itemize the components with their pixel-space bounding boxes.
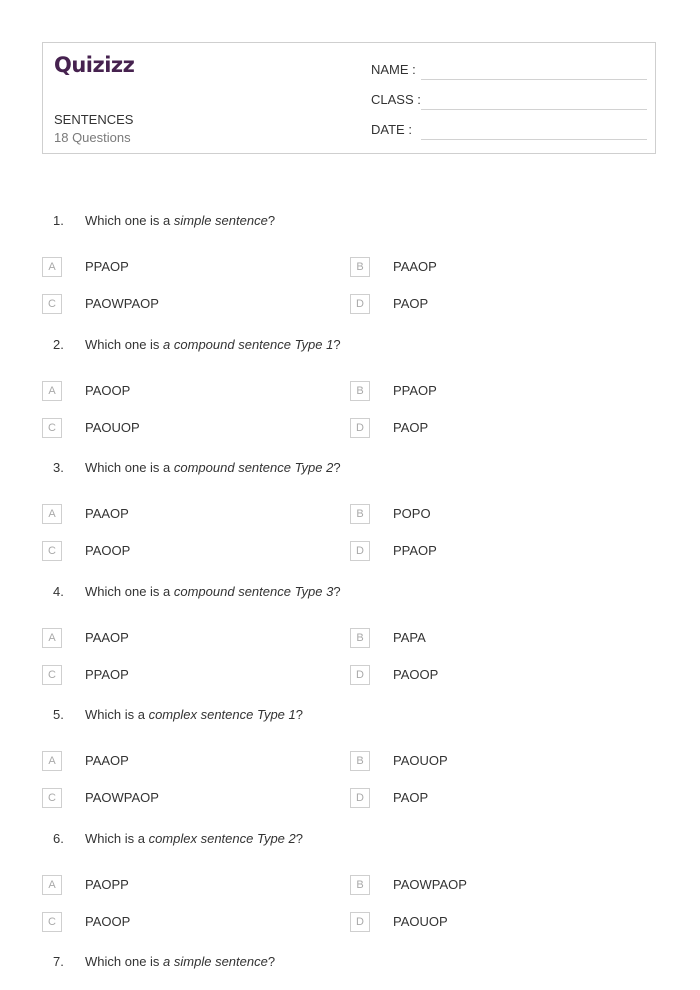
- option-text: PAOP: [393, 790, 429, 805]
- option-text: PAOP: [393, 296, 429, 311]
- option-text: POPO: [393, 506, 431, 521]
- date-line[interactable]: [421, 139, 647, 140]
- question-number: 7.: [53, 954, 64, 969]
- question-suffix: ?: [295, 707, 303, 722]
- class-label: CLASS :: [371, 92, 421, 107]
- question-emphasis: compound sentence Type 2: [173, 460, 334, 475]
- option-letter-box[interactable]: A: [42, 504, 62, 524]
- question-prefix: Which one is a: [85, 584, 174, 599]
- question-suffix: ?: [295, 831, 303, 846]
- option-text: PAAOP: [85, 753, 129, 768]
- option-letter-box[interactable]: A: [42, 875, 62, 895]
- option-letter-box[interactable]: D: [350, 294, 370, 314]
- question-suffix: ?: [333, 584, 341, 599]
- question-number: 3.: [53, 460, 64, 475]
- question-prefix: Which is a: [85, 707, 149, 722]
- question-text: [85, 954, 275, 969]
- option-letter-box[interactable]: D: [350, 788, 370, 808]
- option-letter-box[interactable]: A: [42, 257, 62, 277]
- option-letter-box[interactable]: D: [350, 912, 370, 932]
- option-text: PAAOP: [85, 630, 129, 645]
- option-letter-box[interactable]: B: [350, 875, 370, 895]
- option-letter-box[interactable]: C: [42, 418, 62, 438]
- question-2: [0, 337, 700, 357]
- quizizz-logo: Quizizz: [54, 53, 135, 77]
- option-text: PAOOP: [85, 914, 131, 929]
- option-letter-box[interactable]: C: [42, 541, 62, 561]
- question-emphasis: compound sentence Type 3: [173, 584, 334, 599]
- option-text: PAOOP: [393, 667, 439, 682]
- option-text: PPAOP: [85, 667, 129, 682]
- question-3: [0, 460, 700, 480]
- question-suffix: ?: [333, 337, 341, 352]
- option-text: PAOPP: [85, 877, 129, 892]
- question-number: 4.: [53, 584, 64, 599]
- question-prefix: Which one is a: [85, 213, 174, 228]
- worksheet-header: [42, 42, 656, 154]
- name-label: NAME :: [371, 62, 416, 77]
- question-number: 5.: [53, 707, 64, 722]
- option-text: PAOUOP: [85, 420, 140, 435]
- date-field[interactable]: [371, 120, 647, 140]
- question-1: [0, 213, 700, 233]
- option-text: PAOUOP: [393, 753, 448, 768]
- worksheet-title: SENTENCES: [54, 112, 134, 127]
- question-emphasis: a compound sentence Type 1: [163, 337, 334, 352]
- option-text: PPAOP: [393, 543, 437, 558]
- option-letter-box[interactable]: C: [42, 294, 62, 314]
- option-letter-box[interactable]: D: [350, 665, 370, 685]
- question-emphasis: complex sentence Type 2: [148, 831, 296, 846]
- option-letter-box[interactable]: B: [350, 751, 370, 771]
- question-4: [0, 584, 700, 604]
- name-field[interactable]: [371, 60, 647, 80]
- option-letter-box[interactable]: A: [42, 628, 62, 648]
- option-letter-box[interactable]: D: [350, 418, 370, 438]
- option-text: PAOOP: [85, 383, 131, 398]
- question-6: [0, 831, 700, 851]
- class-field[interactable]: [371, 90, 647, 110]
- name-line[interactable]: [421, 79, 647, 80]
- question-prefix: Which one is a: [85, 460, 174, 475]
- question-text: [85, 213, 275, 228]
- option-text: PAOUOP: [393, 914, 448, 929]
- option-text: PPAOP: [85, 259, 129, 274]
- question-suffix: ?: [333, 460, 341, 475]
- question-text: [85, 831, 303, 846]
- question-number: 1.: [53, 213, 64, 228]
- question-count: 18 Questions: [54, 130, 131, 145]
- question-suffix: ?: [267, 213, 276, 228]
- option-letter-box[interactable]: C: [42, 788, 62, 808]
- question-5: [0, 707, 700, 727]
- question-prefix: Which one is: [85, 337, 164, 352]
- option-text: PAOOP: [85, 543, 131, 558]
- question-emphasis: a simple sentence: [163, 954, 268, 969]
- question-prefix: Which is a: [85, 831, 149, 846]
- question-suffix: ?: [267, 954, 276, 969]
- option-text: PAOWPAOP: [85, 296, 159, 311]
- option-letter-box[interactable]: A: [42, 751, 62, 771]
- question-text: [85, 707, 303, 722]
- option-text: PAAOP: [393, 259, 437, 274]
- option-letter-box[interactable]: B: [350, 257, 370, 277]
- option-letter-box[interactable]: B: [350, 504, 370, 524]
- option-text: PPAOP: [393, 383, 437, 398]
- class-line[interactable]: [421, 109, 647, 110]
- option-letter-box[interactable]: D: [350, 541, 370, 561]
- option-text: PAOWPAOP: [393, 877, 467, 892]
- option-letter-box[interactable]: B: [350, 381, 370, 401]
- option-text: PAPA: [393, 630, 426, 645]
- question-text: [85, 460, 341, 475]
- question-number: 2.: [53, 337, 64, 352]
- question-text: [85, 337, 341, 352]
- option-text: PAOP: [393, 420, 429, 435]
- question-7: [0, 954, 700, 974]
- option-letter-box[interactable]: C: [42, 665, 62, 685]
- question-emphasis: complex sentence Type 1: [148, 707, 296, 722]
- option-letter-box[interactable]: C: [42, 912, 62, 932]
- option-letter-box[interactable]: B: [350, 628, 370, 648]
- option-text: PAAOP: [85, 506, 129, 521]
- question-prefix: Which one is: [85, 954, 164, 969]
- question-text: [85, 584, 341, 599]
- question-emphasis: simple sentence: [173, 213, 268, 228]
- option-letter-box[interactable]: A: [42, 381, 62, 401]
- date-label: DATE :: [371, 122, 412, 137]
- option-text: PAOWPAOP: [85, 790, 159, 805]
- question-number: 6.: [53, 831, 64, 846]
